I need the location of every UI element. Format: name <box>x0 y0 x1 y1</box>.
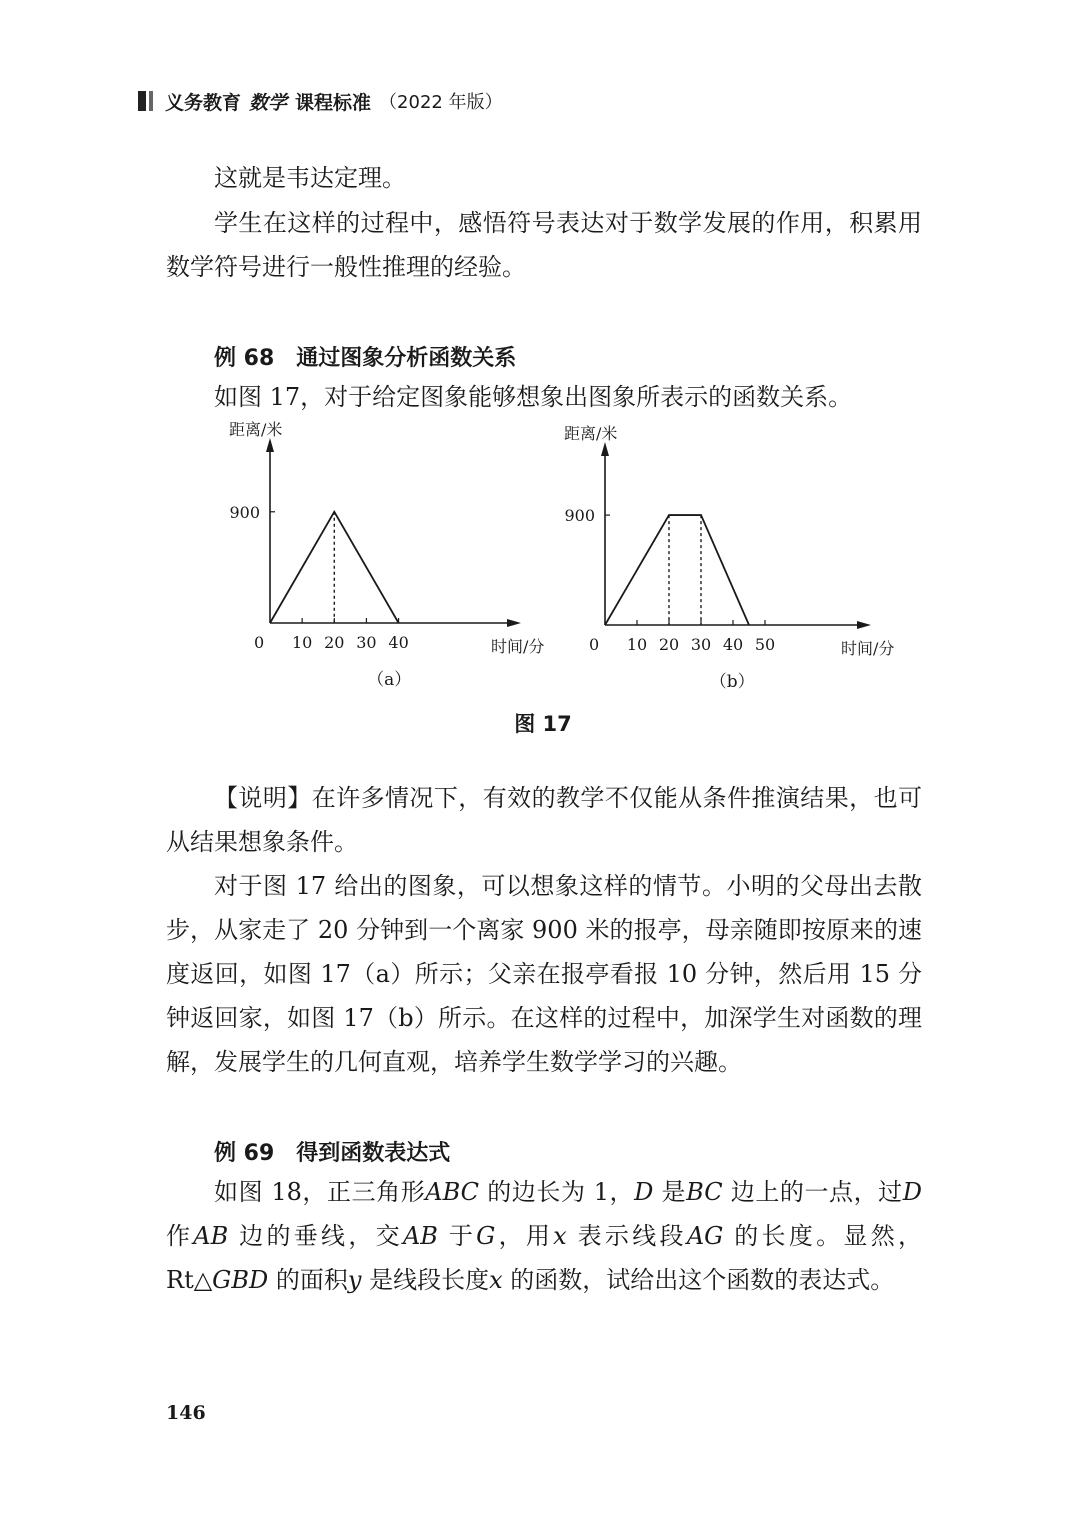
chart-a-x-arrow <box>507 619 521 627</box>
chart-b-series-line <box>605 515 749 625</box>
running-header <box>138 86 503 116</box>
chart-a-x-tick-label-30: 30 <box>356 633 377 652</box>
figure-17 <box>200 415 900 705</box>
chart-b-x-tick-label-30: 30 <box>690 635 712 654</box>
page-number: 146 <box>166 1402 206 1424</box>
chart-b-y-arrow <box>601 442 609 456</box>
chart-b-x-tick-label-40: 40 <box>722 635 744 654</box>
header-edition: （2022 年版） <box>379 92 503 113</box>
header-subject: 数学 <box>249 91 288 114</box>
paragraph-6: 如图 18，正三角形ABC 的边长为 1，D 是BC 边上的一点，过D 作AB 边的垂线，交AB 于G，用x 表示线段AG 的长度。显然，Rt△GBD 的面积y 是线段长度x 的函数，试给出这个函数的表达式。 <box>166 1178 922 1294</box>
header-title: 课程标准 <box>295 91 372 114</box>
chart-a-x-tick-label-20: 20 <box>324 633 345 652</box>
paragraph-1: 这就是韦达定理。 <box>214 164 406 192</box>
chart-a-x-tick-label-0: 0 <box>254 633 265 652</box>
chart-b-subfigure-label: （b） <box>709 672 755 692</box>
example-69-title: 得到函数表达式 <box>296 1141 451 1166</box>
chart-b-x-tick-label-10: 10 <box>626 635 648 654</box>
chart-a <box>200 415 545 700</box>
chart-a-y-arrow <box>266 438 274 452</box>
chart-b <box>535 415 895 700</box>
paragraph-5: 对于图 17 给出的图象，可以想象这样的情节。小明的父母出去散步，从家走了 20 分钟到一个离家 900 米的报亭，母亲随即按原来的速度返回，如图 17（a）所示；父亲在报亭看报 10 分钟，然后用 15 分钟返回家，如图 17（b）所示。在这样的过程中，加深学生对函数的理解，发展学生的几何直观，培养学生数学学习的兴趣。 <box>166 872 922 1076</box>
chart-a-y-tick-label-900: 900 <box>229 502 260 522</box>
example-68-title: 通过图象分析函数关系 <box>296 346 517 371</box>
example-68-heading <box>214 341 516 372</box>
chart-b-y-tick-label-900: 900 <box>564 506 595 526</box>
chart-b-x-tick-label-0: 0 <box>589 635 600 654</box>
chart-b-y-label: 距离/米 <box>564 424 618 443</box>
paragraph-3: 如图 17，对于给定图象能够想象出图象所表示的函数关系。 <box>214 383 853 411</box>
chart-a-x-tick-label-40: 40 <box>388 633 409 652</box>
chart-a-x-tick-label-10: 10 <box>291 633 313 652</box>
figure-caption: 图 17 <box>514 712 572 736</box>
chart-b-x-tick-label-20: 20 <box>658 635 680 654</box>
chart-b-x-label: 时间/分 <box>841 639 895 658</box>
chart-a-subfigure-label: （a） <box>367 670 412 690</box>
chart-b-x-arrow <box>857 621 871 629</box>
header-series: 义务教育 <box>165 91 242 114</box>
example-69-heading <box>214 1136 450 1167</box>
chart-a-x-label: 时间/分 <box>491 637 545 656</box>
example-69-number: 例 69 <box>214 1141 275 1166</box>
example-68-number: 例 68 <box>214 346 275 371</box>
paragraph-2: 学生在这样的过程中，感悟符号表达对于数学发展的作用，积累用数学符号进行一般性推理的经验。 <box>166 209 922 281</box>
paragraph-4: 【说明】在许多情况下，有效的教学不仅能从条件推演结果，也可从结果想象条件。 <box>166 784 922 856</box>
chart-a-y-label: 距离/米 <box>229 420 283 439</box>
header-bars-icon <box>138 91 153 111</box>
chart-b-x-tick-label-50: 50 <box>754 635 776 654</box>
